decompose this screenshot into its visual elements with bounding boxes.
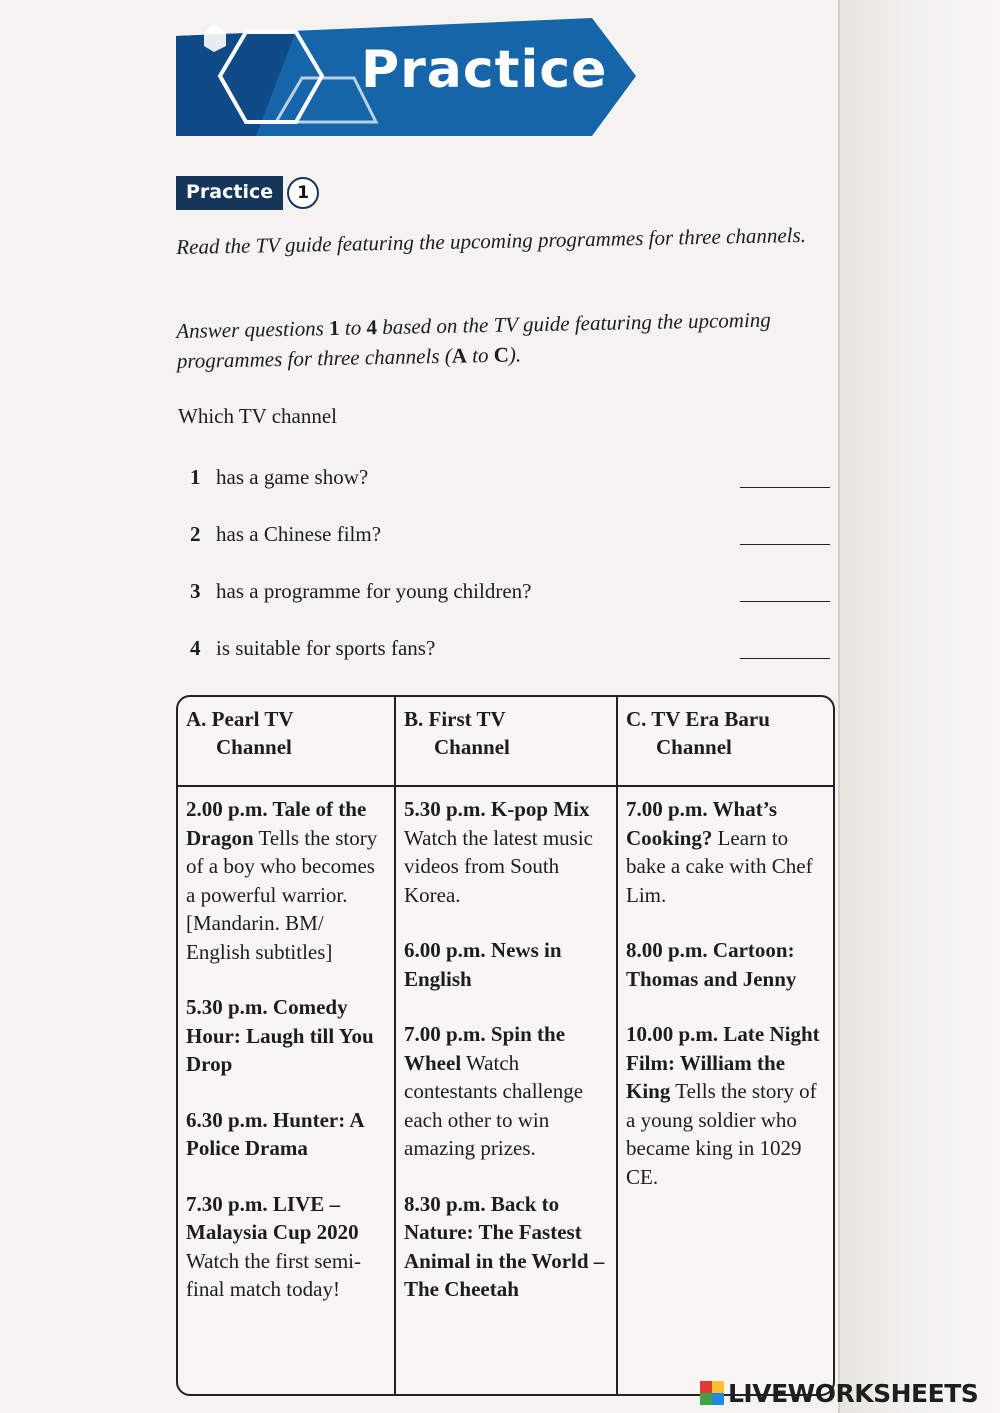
programme-entry	[626, 936, 827, 993]
tv-guide-table	[176, 695, 835, 1396]
channel-header: C. TV Era Baru Channel	[618, 705, 833, 787]
question-number: 4	[190, 636, 201, 660]
programme-entry	[186, 1190, 388, 1304]
answer-blank[interactable]	[740, 601, 830, 602]
programme-title: 5.30 p.m. K-pop Mix	[404, 797, 590, 821]
question-text: has a Chinese film?	[216, 522, 382, 546]
programme-entry	[186, 795, 388, 966]
answer-blank[interactable]	[740, 487, 830, 488]
programme-entry	[404, 1020, 610, 1163]
practice-number-label	[176, 176, 319, 210]
programme-description: Tells the story of a young soldier who became king in 1029 CE.	[626, 1079, 817, 1189]
programme-description: Watch the latest music videos from South Korea.	[404, 825, 593, 907]
channel-column-b	[396, 697, 618, 1394]
channel-header: A. Pearl TV Channel	[178, 705, 394, 787]
programme-title: 8.30 p.m. Back to Nature: The Fastest Animal in the World – The Cheetah	[404, 1191, 605, 1301]
programme-title: 6.30 p.m. Hunter: A Police Drama	[186, 1107, 364, 1160]
instruction-read: Read the TV guide featuring the upcoming programmes for three channels.	[176, 222, 807, 259]
page-title: Practice	[361, 40, 608, 100]
channel-column-a	[178, 697, 396, 1394]
answer-blank[interactable]	[740, 544, 830, 545]
question-item	[190, 460, 830, 490]
programme-title: 7.00 p.m. What’s Cooking?	[626, 797, 778, 850]
programme-entry	[186, 1106, 388, 1163]
question-number: 2	[190, 522, 201, 546]
watermark-text: LIVEWORKSHEETS	[728, 1378, 979, 1408]
practice-banner	[176, 18, 636, 136]
programme-entry	[404, 1190, 610, 1304]
question-text: has a programme for young children?	[216, 579, 532, 603]
liveworksheets-logo-icon	[700, 1381, 724, 1405]
question-item	[190, 517, 830, 547]
programme-title: 5.30 p.m. Comedy Hour: Laugh till You Drop	[186, 995, 374, 1076]
programme-description: Watch contestants challenge each other to win amazing prizes.	[404, 1050, 584, 1160]
practice-number-circle: 1	[287, 177, 319, 209]
programme-title: 6.00 p.m. News in English	[404, 938, 562, 991]
programme-description: Tells the story of a boy who becomes a powerful warrior. [Mandarin. BM/ English subtitles]	[186, 825, 378, 964]
channel-column-c	[618, 697, 833, 1394]
programme-title: 7.00 p.m. Spin the Wheel	[404, 1022, 566, 1075]
programme-entry	[186, 993, 388, 1079]
programme-title: 10.00 p.m. Late Night Film: William the King	[626, 1022, 820, 1103]
programme-entry	[626, 1020, 827, 1191]
practice-tag: Practice	[176, 176, 283, 210]
programme-title: 7.30 p.m. LIVE – Malaysia Cup 2020	[186, 1191, 359, 1244]
question-item	[190, 631, 830, 661]
programme-entry	[626, 795, 827, 909]
question-number: 3	[190, 579, 201, 603]
question-text: has a game show?	[216, 465, 369, 489]
programme-description: Learn to bake a cake with Chef Lim.	[626, 825, 813, 907]
programme-entry	[404, 936, 610, 993]
liveworksheets-watermark	[700, 1378, 978, 1408]
question-number: 1	[190, 465, 201, 489]
programme-title: 8.00 p.m. Cartoon: Thomas and Jenny	[626, 938, 797, 991]
question-text: is suitable for sports fans?	[216, 636, 436, 660]
answer-blank[interactable]	[740, 658, 830, 659]
page-edge-shadow	[838, 0, 1000, 1413]
programme-title: 2.00 p.m. Tale of the Dragon	[186, 797, 367, 850]
programme-description: Watch the first semi-final match today!	[186, 1248, 362, 1301]
programme-entry	[404, 795, 610, 909]
question-intro: Which TV channel	[178, 404, 338, 428]
book-spine-line	[838, 0, 840, 1413]
instruction-answer: Answer questions 1 to 4 based on the TV guide featuring the upcoming programmes for three channels (A to C).	[176, 307, 772, 373]
channel-header: B. First TV Channel	[396, 705, 616, 787]
question-item	[190, 574, 830, 604]
